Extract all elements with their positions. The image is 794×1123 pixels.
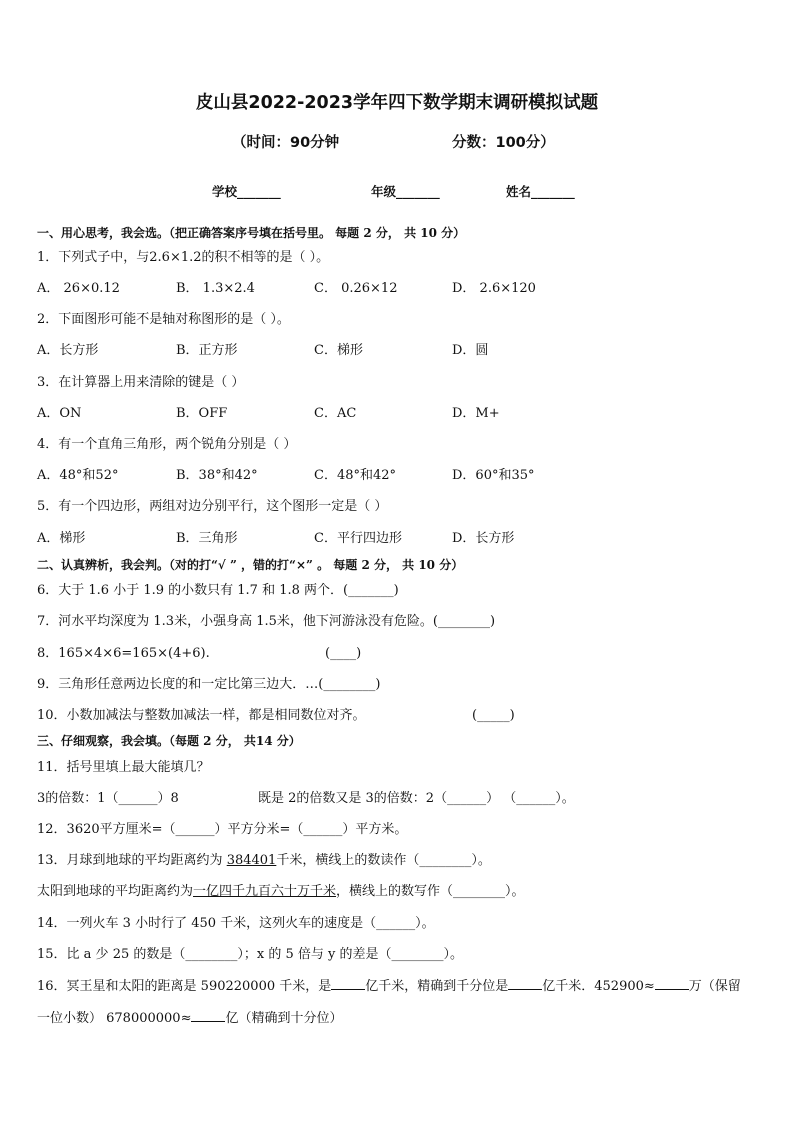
name-field <box>506 182 575 200</box>
grade-label: 年级 <box>371 184 397 199</box>
q3-option-d: D．M+ <box>452 406 500 421</box>
q1-option-c: C． 0.26×12 <box>314 281 398 296</box>
q2-option-b: B．正方形 <box>176 343 238 358</box>
question-11-part-b: 既是 2的倍数又是 3的倍数：2（______） （______）。 <box>258 791 575 806</box>
question-13-number: 384401 <box>226 853 277 868</box>
q2-option-c: C．梯形 <box>314 343 363 358</box>
name-label: 姓名 <box>506 184 532 199</box>
question-13 <box>37 852 491 870</box>
question-13-part-b <box>37 883 525 901</box>
question-16-text-a: 16．冥王星和太阳的距离是 590220000 千米，是 <box>37 979 332 994</box>
question-9: 9．三角形任意两边长度的和一定比第三边大．…(________) <box>37 677 381 692</box>
school-label: 学校 <box>212 184 238 199</box>
q1-option-b: B． 1.3×2.4 <box>176 281 255 296</box>
question-1: 1．下列式子中，与2.6×1.2的积不相等的是（ ）。 <box>37 250 330 265</box>
question-10: 10．小数加减法与整数加减法一样，都是相同数位对齐。 <box>37 708 366 723</box>
section-3-heading: 三、仔细观察，我会填。（每题 2 分， 共14 分） <box>37 734 301 748</box>
question-2: 2．下面图形可能不是轴对称图形的是（ ）。 <box>37 312 290 327</box>
q3-option-c: C．AC <box>314 406 357 421</box>
question-16-blank-4 <box>191 1009 225 1022</box>
q4-option-a: A．48°和52° <box>37 468 119 483</box>
question-16-blank-1 <box>331 977 365 990</box>
question-16-text-f: 亿（精确到十分位） <box>225 1011 343 1026</box>
question-16-line-2 <box>37 1009 342 1028</box>
question-6: 6．大于 1.6 小于 1.9 的小数只有 1.7 和 1.8 两个．(_______) <box>37 583 399 598</box>
question-11-part-a: 3的倍数：1（______）8 <box>37 791 179 806</box>
question-5: 5．有一个四边形，两组对边分别平行，这个图形一定是（ ） <box>37 499 388 514</box>
question-7: 7．河水平均深度为 1.3米，小强身高 1.5米，他下河游泳没有危险。(________) <box>37 614 496 629</box>
q5-option-a: A．梯形 <box>37 531 86 546</box>
q4-option-c: C．48°和42° <box>314 468 397 483</box>
question-13b-prefix: 太阳到地球的平均距离约为 <box>37 884 194 899</box>
question-8-answer-blank: (____) <box>325 646 362 661</box>
question-8: 8．165×4×6=165×(4+6). <box>37 646 210 661</box>
q5-option-b: B．三角形 <box>176 531 238 546</box>
question-4: 4．有一个直角三角形，两个锐角分别是（ ） <box>37 437 297 452</box>
question-11: 11．括号里填上最大能填几？ <box>37 760 210 775</box>
question-16-text-b: 亿千米，精确到千分位是 <box>365 979 509 994</box>
q2-option-d: D．圆 <box>452 343 489 358</box>
q1-option-a: A． 26×0.12 <box>37 281 120 296</box>
q3-option-b: B．OFF <box>176 406 228 421</box>
question-12: 12．3620平方厘米=（______）平方分米=（______）平方米。 <box>37 822 408 837</box>
question-13-prefix: 13．月球到地球的平均距离约为 <box>37 853 227 868</box>
q5-option-c: C．平行四边形 <box>314 531 402 546</box>
section-2-heading: 二、认真辨析，我会判。（对的打“√ ” ，错的打“×” 。 每题 2 分， 共 10 分） <box>37 558 464 572</box>
question-16 <box>37 977 741 996</box>
q3-option-a: A．ON <box>37 406 82 421</box>
q4-option-d: D．60°和35° <box>452 468 535 483</box>
grade-blank: _______ <box>396 184 440 199</box>
school-field <box>212 182 281 200</box>
q2-option-a: A．长方形 <box>37 343 99 358</box>
question-3: 3．在计算器上用来清除的键是（ ） <box>37 375 245 390</box>
school-blank: _______ <box>237 184 281 199</box>
question-13b-suffix: ，横线上的数写作（________）。 <box>336 884 525 899</box>
question-16-blank-2 <box>508 977 542 990</box>
page-title: 皮山县2022-2023学年四下数学期末调研模拟试题 <box>195 93 599 113</box>
question-13-suffix: 千米，横线上的数读作（________）。 <box>276 853 491 868</box>
question-13b-number: 一亿四千九百六十万千米 <box>193 884 337 899</box>
question-16-text-e: 一位小数） 678000000≈ <box>37 1011 192 1026</box>
question-15: 15．比 a 少 25 的数是（________）；x 的 5 倍与 y 的差是（________）。 <box>37 947 463 962</box>
exam-time: （时间：90分钟 <box>232 135 340 151</box>
exam-score: 分数：100分） <box>452 135 555 151</box>
grade-field <box>371 182 440 200</box>
name-blank: _______ <box>531 184 575 199</box>
question-16-text-c: 亿千米．452900≈ <box>542 979 655 994</box>
question-14: 14．一列火车 3 小时行了 450 千米，这列火车的速度是（______）。 <box>37 916 435 931</box>
q4-option-b: B．38°和42° <box>176 468 258 483</box>
section-1-heading: 一、用心思考，我会选。（把正确答案序号填在括号里。 每题 2 分， 共 10 分） <box>37 226 466 240</box>
q1-option-d: D． 2.6×120 <box>452 281 536 296</box>
question-16-blank-3 <box>655 977 689 990</box>
question-10-answer-blank: (_____) <box>472 708 515 723</box>
q5-option-d: D．长方形 <box>452 531 515 546</box>
question-16-text-d: 万（保留 <box>688 979 741 994</box>
